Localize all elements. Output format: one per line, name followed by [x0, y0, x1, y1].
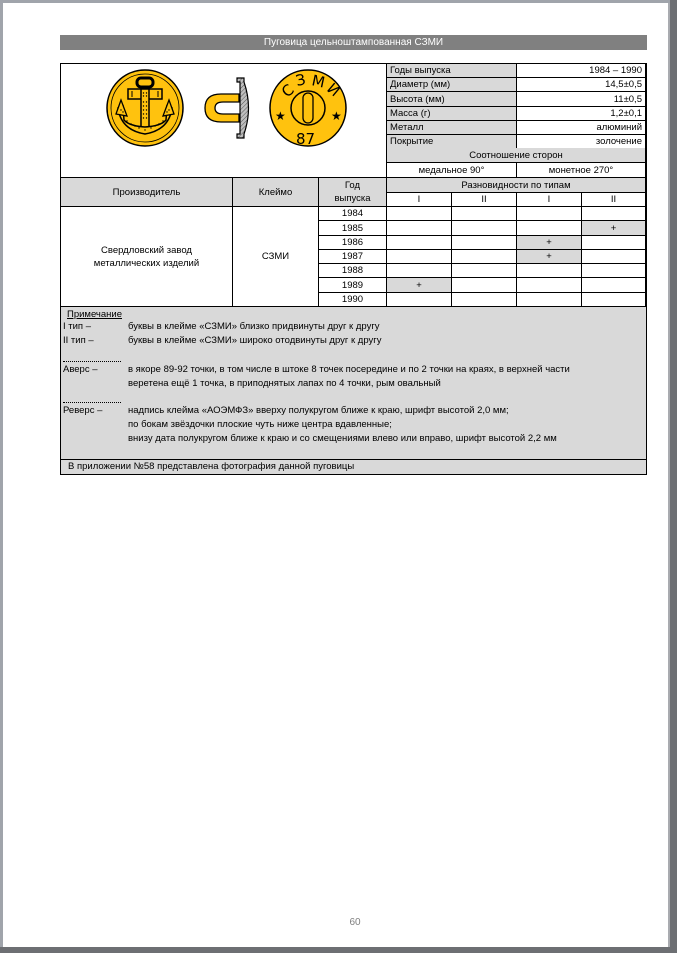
type-column-header: II	[452, 193, 517, 207]
aspect-header: Соотношение сторон	[387, 148, 646, 163]
property-label: Годы выпуска	[387, 64, 517, 78]
type-mark-cell	[517, 293, 582, 307]
button-profile-section-icon	[205, 78, 249, 138]
averse-label: Аверс –	[63, 364, 98, 375]
svg-text:М: М	[310, 71, 327, 92]
header-manufacturer: Производитель	[61, 178, 233, 207]
type-mark-cell: +	[582, 221, 646, 236]
button-illustrations	[61, 64, 387, 178]
manufacturer-cell	[61, 207, 233, 307]
type-mark-cell	[387, 264, 452, 278]
page-shadow-right	[670, 0, 677, 953]
type2-label: II тип –	[63, 335, 94, 346]
property-label: Высота (мм)	[387, 92, 517, 107]
type-mark-cell: +	[387, 278, 452, 293]
svg-text:З: З	[294, 70, 308, 90]
year-cell: 1985	[319, 221, 387, 236]
button-reverse-stamp-icon	[270, 70, 346, 148]
type-mark-cell	[387, 236, 452, 250]
svg-text:★: ★	[331, 109, 342, 123]
anchor-button-obverse-icon	[107, 70, 183, 146]
property-label: Масса (г)	[387, 107, 517, 121]
type-column-header: I	[387, 193, 452, 207]
type-mark-cell	[452, 250, 517, 264]
type-mark-cell	[452, 264, 517, 278]
header-year-line2: выпуска	[334, 193, 371, 204]
page-shadow-bottom	[0, 947, 677, 953]
type-mark-cell	[387, 293, 452, 307]
manufacturer-line2: металлических изделий	[93, 257, 200, 269]
type-mark-cell	[387, 250, 452, 264]
type-mark-cell	[517, 278, 582, 293]
year-cell: 1986	[319, 236, 387, 250]
reverse-line3: внизу дата полукругом ближе к краю и со смещениями влево или вправо, шрифт высотой 2,2 мм	[128, 433, 557, 444]
header-types: Разновидности по типам	[387, 178, 646, 193]
type-mark-cell	[582, 293, 646, 307]
type-mark-cell	[517, 221, 582, 236]
type-mark-cell	[452, 221, 517, 236]
type-mark-cell	[452, 236, 517, 250]
property-value: 14,5±0,5	[517, 78, 646, 92]
type-mark-cell	[452, 207, 517, 221]
type-mark-cell	[387, 221, 452, 236]
page-number: 60	[349, 917, 361, 928]
manufacturer-line1: Свердловский завод	[101, 244, 192, 256]
property-value: алюминий	[517, 121, 646, 135]
property-label: Покрытие	[387, 135, 517, 149]
reverse-line1: надпись клейма «АОЭМФЗ» вверху полукругом ближе к краю, шрифт высотой 2,0 мм;	[128, 405, 509, 416]
header-mark: Клеймо	[233, 178, 319, 207]
reverse-label: Реверс –	[63, 405, 103, 416]
notes-section	[61, 307, 646, 460]
footer-note: В приложении №58 представлена фотография данной пуговицы	[61, 460, 646, 474]
type-mark-cell: +	[517, 250, 582, 264]
aspect-coin: монетное 270°	[517, 163, 646, 178]
type-column-header: II	[582, 193, 646, 207]
type-mark-cell	[582, 236, 646, 250]
property-label: Металл	[387, 121, 517, 135]
reverse-line2: по бокам звёздочки плоские чуть ниже центра вдавленные;	[128, 419, 392, 430]
header-year	[319, 178, 387, 207]
svg-text:И: И	[323, 79, 344, 101]
year-cell: 1987	[319, 250, 387, 264]
page-title: Пуговица цельноштампованная СЗМИ	[60, 35, 647, 50]
property-value: 11±0,5	[517, 92, 646, 107]
page-border-left	[0, 0, 3, 953]
type-mark-cell	[387, 207, 452, 221]
type2-text: буквы в клейме «СЗМИ» широко отодвинуты друг к другу	[128, 335, 382, 346]
year-cell: 1988	[319, 264, 387, 278]
type-mark-cell	[517, 207, 582, 221]
svg-text:87: 87	[296, 130, 316, 148]
type-column-header: I	[517, 193, 582, 207]
year-cell: 1984	[319, 207, 387, 221]
year-cell: 1989	[319, 278, 387, 293]
svg-text:С: С	[278, 80, 298, 102]
type-mark-cell	[582, 278, 646, 293]
type-mark-cell	[582, 207, 646, 221]
aspect-medal: медальное 90°	[387, 163, 517, 178]
divider	[63, 361, 121, 362]
type-mark-cell: +	[517, 236, 582, 250]
mark-cell: СЗМИ	[233, 207, 319, 307]
type-mark-cell	[582, 250, 646, 264]
property-label: Диаметр (мм)	[387, 78, 517, 92]
svg-text:★: ★	[275, 109, 286, 123]
property-value: 1,2±0,1	[517, 107, 646, 121]
property-value: 1984 – 1990	[517, 64, 646, 78]
type-mark-cell	[517, 264, 582, 278]
averse-line2: веретена ещё 1 точка, в приподнятых лапах по 4 точки, рым овальный	[128, 378, 441, 389]
page-border-top	[0, 0, 677, 3]
type-mark-cell	[452, 278, 517, 293]
year-cell: 1990	[319, 293, 387, 307]
divider	[63, 402, 121, 403]
type1-label: I тип –	[63, 321, 92, 332]
property-value: золочение	[517, 135, 646, 149]
notes-header: Примечание	[67, 309, 122, 320]
type-mark-cell	[452, 293, 517, 307]
type1-text: буквы в клейме «СЗМИ» близко придвинуты друг к другу	[128, 321, 380, 332]
type-mark-cell	[582, 264, 646, 278]
header-year-line1: Год	[344, 180, 361, 191]
averse-line1: в якоре 89-92 точки, в том числе в штоке 8 точек посередине и по 2 точки на краях, в верхней части	[128, 364, 570, 375]
